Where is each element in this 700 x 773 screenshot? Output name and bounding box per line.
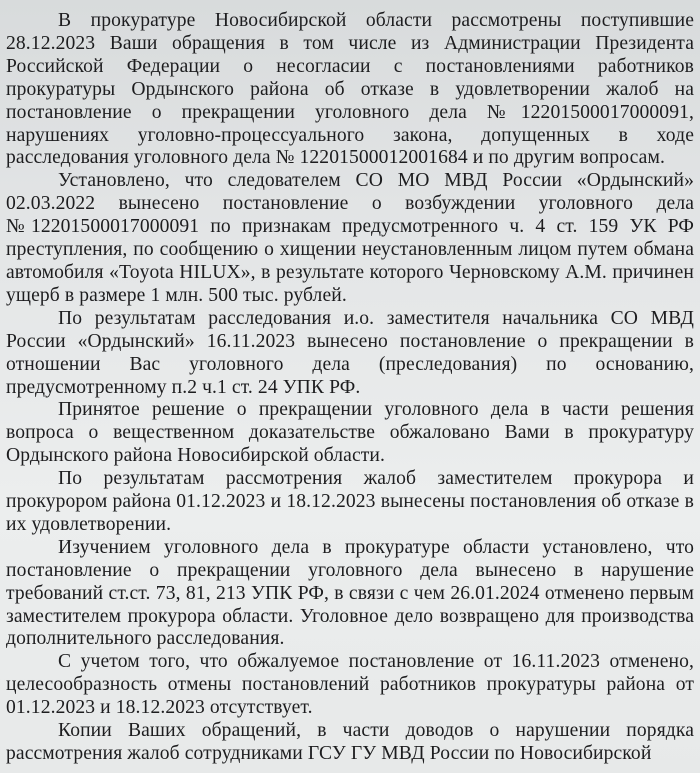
paragraph-intro: В прокуратуре Новосибирской области рассмотрены поступившие 28.12.2023 Ваши обращения в том числе из Администрации Президента Российской Федерации о несогласии с постановлениями работников прокуратуры Ордынского района об отказе в удовлетворении жалоб на постановление о прекращении уголовного дела №12201500017000091, нарушениях уголовно-процессуального закона, допущенных в ходе расследования уголовного дела № 12201500012001684 и по другим вопросам. <box>6 10 694 169</box>
letter-body <box>6 10 694 766</box>
paragraph-complaint-results: По результатам рассмотрения жалоб заместителем прокурора и прокурором района 01.12.2023 и 18.12.2023 вынесены постановления об отказе в их удовлетворении. <box>6 468 694 535</box>
paragraph-conclusion: С учетом того, что обжалуемое постановление от 16.11.2023 отменено, целесообразность отмены постановлений работников прокуратуры района от 01.12.2023 и 18.12.2023 отсутствует. <box>6 651 694 719</box>
paragraph-copies: Копии Ваших обращений, в части доводов о нарушении порядка рассмотрения жалоб сотрудниками ГСУ ГУ МВД России по Новосибирской <box>6 720 694 764</box>
paragraph-established: Установлено, что следователем СО МО МВД России «Ордынский» 02.03.2022 вынесено постановление о возбуждении уголовного дела №12201500017000091 по признакам предусмотренного ч. 4 ст. 159 УК РФ преступления, по сообщению о хищении неустановленным лицом путем обмана автомобиля «Toyota HILUX», в результате которого Черновскому А.М. причинен ущерб в размере 1 млн. 500 тыс. рублей. <box>6 170 694 306</box>
paragraph-decision-appealed: Принятое решение о прекращении уголовного дела в части решения вопроса о вещественном доказательстве обжаловано Вами в прокуратуру Ордынского района Новосибирской области. <box>6 399 694 467</box>
paragraph-case-review: Изучением уголовного дела в прокуратуре области установлено, что постановление о прекращении уголовного дела вынесено в нарушение требований ст.ст. 73, 81, 213 УПК РФ, в связи с чем 26.01.2024 отменено первым заместителем прокурора области. Уголовное дело возвращено для производства дополнительного расследования. <box>6 536 694 650</box>
paragraph-investigation-results: По результатам расследования и.о. заместителя начальника СО МВД России «Ордынский» 16.11.2023 вынесено постановление о прекращении в отношении Вас уголовного дела (преследования) по основанию, предусмотренному п.2 ч.1 ст. 24 УПК РФ. <box>6 307 694 398</box>
